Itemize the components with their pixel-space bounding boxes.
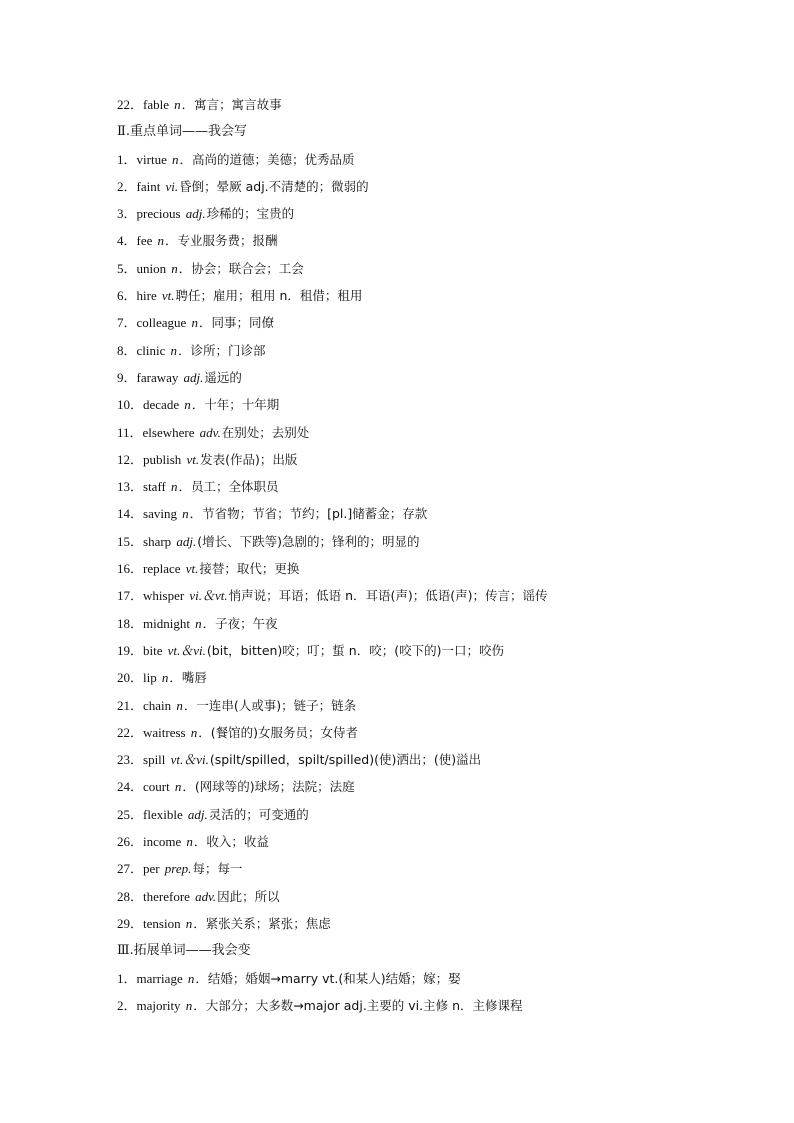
vocab-entry [117,965,737,992]
vocab-entry [117,309,737,336]
part-of-speech: adj. [176,533,197,549]
part-of-speech: adv. [199,424,221,440]
entry-word: flexible [143,806,183,822]
entry-word: whisper [143,588,185,604]
part-of-speech: n [185,915,193,931]
part-of-speech: n [186,834,193,850]
entry-definition: ．紧张关系；紧张；焦虑 [193,915,331,931]
entry-word: hire [136,288,157,304]
entry-definition: (spilt/spilled，spilt/spilled)(使)洒出；(使)溢出 [209,752,482,768]
vocab-entry [117,664,737,691]
part-of-speech: adv. [195,888,217,904]
entry-number: 26． [117,834,144,850]
vocab-entry [117,282,737,309]
entry-number: 1． [117,151,137,167]
entry-word: faraway [136,369,179,385]
entry-word: decade [143,397,180,413]
entry-definition: 发表(作品)；出版 [200,451,298,467]
entry-definition: ．节省物；节省；节约；[pl.]储蓄金；存款 [189,506,428,522]
entry-word: union [136,260,167,276]
entry-definition: ．嘴唇 [169,670,207,686]
entry-definition: 聘任；雇用；租用 n．租借；租用 [175,288,363,304]
entry-definition: 在别处；去别处 [221,424,310,440]
entry-definition: ．收入；收益 [193,834,269,850]
entry-word: court [143,779,170,795]
vocab-entry [117,227,737,254]
entry-definition: 昏倒；晕厥 adj.不清楚的；微弱的 [179,178,369,194]
part-of-speech: n [157,233,165,249]
entry-number: 10． [117,397,144,413]
entry-number: 11． [117,424,143,440]
part-of-speech: n [174,779,182,795]
vocab-entry [117,855,737,882]
entry-word: virtue [136,151,167,167]
entry-word: chain [143,697,172,713]
entry-number: 1． [117,970,137,986]
entry-word: colleague [136,315,187,331]
entry-definition: (增长、下跌等)急剧的；锋利的；明显的 [197,533,420,549]
entry-number: 20． [117,670,144,686]
entry-definition: ．高尚的道德；美德；优秀品质 [179,151,355,167]
entry-number: 25． [117,806,144,822]
entry-number: 23． [117,752,144,768]
vocab-entry [117,391,737,418]
vocab-entry [117,500,737,527]
vocab-entry [117,555,737,582]
vocab-entry [117,146,737,173]
entry-definition: 接替；取代；更换 [199,561,300,577]
entry-number: 29． [117,915,144,931]
vocab-entry [117,746,737,773]
part-of-speech: n [161,670,169,686]
part-of-speech: n [174,97,181,112]
part-of-speech: n [171,479,178,495]
entry-word: marriage [136,970,183,986]
part-of-speech: vt. [185,561,199,577]
entry-definition: ．员工；全体职员 [178,479,279,495]
entry-definition: ．结婚；婚姻→marry vt.(和某人)结婚；嫁；娶 [195,970,461,986]
part-of-speech: vt. [161,288,175,304]
vocab-entry [117,364,737,391]
entry-word: publish [143,451,182,467]
entry-number: 14． [117,506,144,522]
entry-definition: 珍稀的；宝贵的 [206,206,295,222]
part-of-speech: adj. [187,806,208,822]
vocab-entry [117,173,737,200]
entry-word: replace [143,561,181,577]
vocab-entry [117,610,737,637]
part-of-speech: n [185,997,193,1013]
vocab-entry [117,337,737,364]
vocab-entry [117,91,737,118]
part-of-speech: vt.＆vi. [170,752,209,768]
entry-word: therefore [143,888,190,904]
entry-word: bite [143,642,163,658]
entry-word: sharp [143,533,172,549]
entry-number: 8． [117,342,137,358]
vocab-entry [117,528,737,555]
part-of-speech: vi.＆vt. [189,588,228,604]
entry-number: 13． [117,479,144,495]
entry-definition: ．大部分；大多数→major adj.主要的 vi.主修 n．主修课程 [193,997,523,1013]
entry-number: 15． [117,533,144,549]
vocab-entry [117,419,737,446]
entry-word: per [143,861,160,877]
entry-word: staff [143,479,166,495]
part-of-speech: vt.＆vi. [167,642,206,658]
entry-word: faint [136,178,161,194]
entry-definition: ．一连串(人或事)；链子；链条 [183,697,357,713]
vocab-entry [117,582,737,609]
entry-definition: ．十年；十年期 [191,397,280,413]
entry-number: 22． [117,97,144,112]
entry-word: majority [136,997,181,1013]
vocab-entry [117,446,737,473]
vocab-entry [117,692,737,719]
entry-word: waitress [143,724,186,740]
entry-number: 5． [117,260,137,276]
entry-number: 4． [117,233,137,249]
vocab-entry [117,719,737,746]
entry-word: saving [143,506,177,522]
part-of-speech: n [182,506,189,522]
part-of-speech: n [176,697,183,713]
section-heading: Ⅲ.拓展单词——我会变 [117,943,251,959]
entry-number: 2． [117,997,137,1013]
part-of-speech: adj. [183,369,204,385]
part-of-speech: n [170,342,178,358]
entry-definition: 遥远的 [204,369,242,385]
vocabulary-page [117,91,737,1019]
entry-number: 17． [117,588,144,604]
entry-number: 18． [117,615,144,631]
part-of-speech: n [184,397,191,413]
entry-definition: ．(网球等的)球场；法院；法庭 [182,779,355,795]
vocab-entry [117,255,737,282]
entry-definition: ．同事；同僚 [198,315,274,331]
entry-number: 12． [117,451,144,467]
entry-number: 22． [117,724,144,740]
part-of-speech: n [190,724,198,740]
entry-number: 9． [117,369,137,385]
entry-word: lip [143,670,157,686]
entry-definition: ．子夜；午夜 [202,615,278,631]
entry-word: clinic [136,342,166,358]
entry-number: 7． [117,315,137,331]
entry-word: fable [143,97,169,112]
entry-word: tension [143,915,181,931]
vocab-entry [117,773,737,800]
entry-number: 16． [117,561,144,577]
entry-number: 24． [117,779,144,795]
vocab-entry [117,637,737,664]
entry-word: precious [136,206,181,222]
part-of-speech: n [171,260,178,276]
part-of-speech: vi. [165,178,179,194]
vocab-entry [117,801,737,828]
part-of-speech: n [191,315,198,331]
entry-definition: ．诊所；门诊部 [178,342,266,358]
entry-number: 3． [117,206,137,222]
entry-definition: ．专业服务费；报酬 [165,233,278,249]
entry-number: 28． [117,888,144,904]
entry-definition: 每；每一 [192,861,243,877]
entry-word: fee [136,233,153,249]
part-of-speech: n [195,615,202,631]
entry-word: elsewhere [142,424,195,440]
entry-number: 2． [117,178,137,194]
vocab-entry [117,828,737,855]
part-of-speech: n [171,151,179,167]
section-heading: Ⅱ.重点单词——我会写 [117,124,247,140]
entry-word: spill [143,752,166,768]
entry-definition: 灵活的；可变通的 [208,806,309,822]
entry-word: income [143,834,182,850]
entry-definition: 悄声说；耳语；低语 n．耳语(声)；低语(声)；传言；谣传 [228,588,548,604]
entry-number: 19． [117,642,144,658]
part-of-speech: adj. [185,206,206,222]
entry-number: 21． [117,697,144,713]
part-of-speech: prep. [164,861,192,877]
entry-definition: ．协会；联合会；工会 [178,260,304,276]
part-of-speech: vt. [186,451,200,467]
vocab-entry [117,883,737,910]
vocab-entry [117,473,737,500]
entry-definition: ．(餐馆的)女服务员；女侍者 [198,724,359,740]
entry-number: 6． [117,288,137,304]
entry-definition: 因此；所以 [217,888,280,904]
entry-definition: (bit，bitten)咬；叮；蜇 n．咬；(咬下的)一口；咬伤 [206,642,504,658]
vocab-entry [117,200,737,227]
vocab-entry [117,910,737,937]
entry-number: 27． [117,861,144,877]
entry-definition: ．寓言；寓言故事 [181,97,282,112]
entry-word: midnight [143,615,190,631]
part-of-speech: n [187,970,195,986]
vocab-entry [117,992,737,1019]
